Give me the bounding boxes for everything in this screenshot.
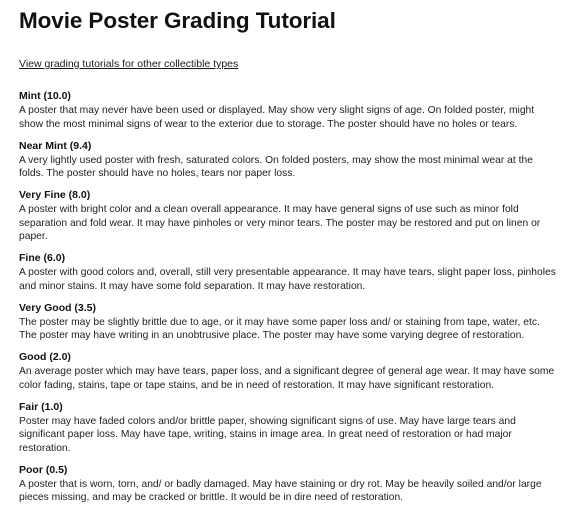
grade-title: Very Fine (8.0) [19, 189, 91, 201]
grade-title: Good (2.0) [19, 351, 71, 363]
grade-title: Poor (0.5) [19, 463, 68, 476]
grade-list [19, 90, 558, 505]
page-title: Movie Poster Grading Tutorial [19, 8, 336, 33]
grade-description: A poster with good colors and, overall, still very presentable appearance. It may have tears, slight paper loss, pinholes and minor stains. It may have some fold separation. It may have restoration. [19, 267, 556, 292]
grade-title: Mint (10.0) [19, 90, 71, 102]
grade-description: A very lightly used poster with fresh, saturated colors. On folded posters, may show the most minimal wear at the folds. The poster should have no holes, tears nor paper loss. [19, 154, 533, 179]
grade-near-mint [19, 140, 558, 181]
grade-description: The poster may be slightly brittle due to age, or it may have some paper loss and/ or staining from tape, water, etc. The poster may have writing in an unobtrusive place. The poster may have some varying degree of restoration. [19, 316, 540, 341]
grade-fair [19, 401, 558, 456]
grade-title: Fair (1.0) [19, 400, 63, 413]
other-tutorials-link[interactable]: View grading tutorials for other collectible types [19, 58, 239, 70]
grade-mint [19, 90, 558, 131]
grade-good [19, 351, 558, 392]
grade-description: An average poster which may have tears, paper loss, and a significant degree of general age wear. It may have some color fading, stains, tape or tape stains, and be in need of restoration. It may have significant restoration. [19, 366, 555, 391]
grade-title: Fine (6.0) [19, 252, 66, 264]
grade-fine [19, 252, 558, 293]
grade-poor [19, 464, 558, 505]
grade-title: Near Mint (9.4) [19, 139, 92, 152]
grade-description: A poster with bright color and a clean overall appearance. It may have general signs of use such as minor fold separation and fold wear. It may have pinholes or very minor tears. The poster may be restored and put on linen or paper. [19, 204, 541, 242]
grade-description: A poster that is worn, torn, and/ or badly damaged. May have staining or dry rot. May be heavily soiled and/or large pieces missing, and may be cracked or brittle. It would be in dire need of restoration. [19, 478, 542, 503]
grade-description: Poster may have faded colors and/or brittle paper, showing significant signs of use. May have large tears and significant paper loss. May have tape, writing, stains in image area. In great need of restoration or had major restoration. [19, 415, 516, 454]
grade-title: Very Good (3.5) [19, 301, 97, 314]
grade-description: A poster that may never have been used or displayed. May show very slight signs of age. On folded poster, might show the most minimal signs of wear to the exterior due to storage. The poster should have no holes or tears. [19, 105, 535, 130]
grade-very-good [19, 302, 558, 343]
grade-very-fine [19, 189, 558, 244]
